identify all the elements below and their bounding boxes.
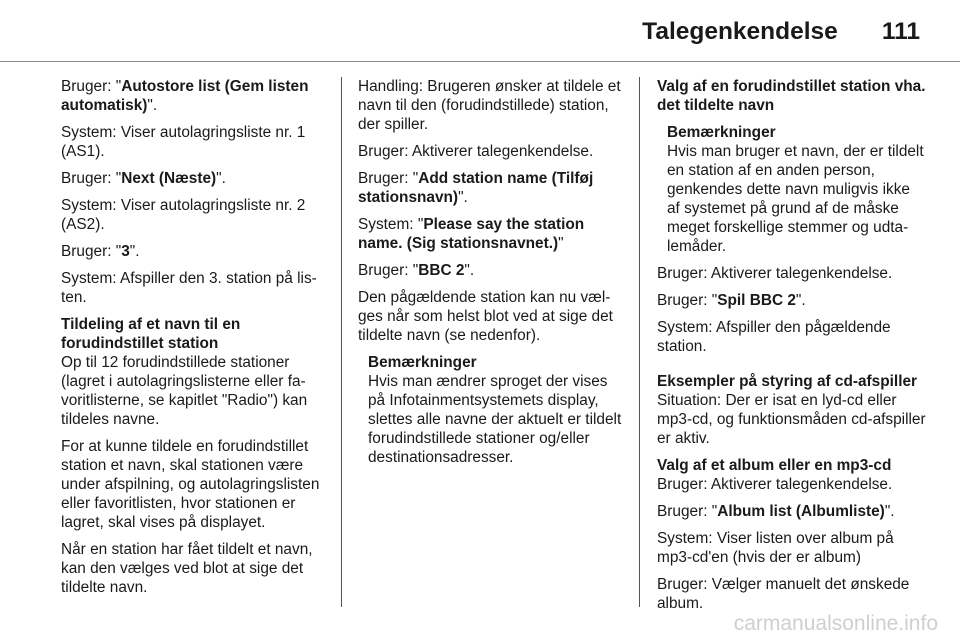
- watermark: carmanualsonline.info: [733, 612, 938, 635]
- note-title: Bemærkninger: [368, 354, 477, 371]
- header-rule: [0, 61, 960, 62]
- note-text: Hvis man bruger et navn, der er tildelt en station af en anden person, genkendes dette navn muligvis ikke af systemet på grund af de måske meget forskellige stemmer og udtalemåder.: [667, 143, 924, 255]
- column-divider-1: [341, 77, 342, 607]
- paragraph: Handling: Brugeren ønsker at tildele et navn til den (forudindstillede) station, der spiller.: [358, 78, 621, 133]
- paragraph: For at kunne tildele en forudindstillet station et navn, skal stationen være under afspilning, og autolagringslisten eller favoritlisten, hvor stationen er lagret, skal vises på displayet.: [61, 438, 320, 531]
- dialog-line: Bruger: Aktiverer talegenkendelse.: [657, 476, 893, 493]
- dialog-line: Bruger: "Next (Næste)".: [61, 170, 226, 187]
- note-box: [667, 123, 927, 256]
- note-box: [368, 353, 623, 467]
- page-number: 111: [881, 18, 920, 45]
- note-text: Hvis man ændrer sproget der vises på Infotainmentsystemets display, slettes alle navne der aktuelt er tildelt forudindstillede stationer og/eller destinationsadresser.: [368, 373, 622, 466]
- section-heading: Tildeling af et navn til en forudindstillet station: [61, 316, 241, 352]
- dialog-line: Bruger: "Add station name (Tilføj stationsnavn)".: [358, 170, 594, 206]
- page-header: [220, 18, 920, 46]
- dialog-line: Bruger: Aktiverer talegenkendelse.: [657, 265, 893, 282]
- dialog-line: Bruger: Vælger manuelt det ønskede album.: [657, 576, 910, 612]
- section-heading: Valg af et album eller en mp3-cd: [657, 457, 892, 474]
- dialog-line: Bruger: "Spil BBC 2".: [657, 292, 806, 309]
- dialog-line: Bruger: Aktiverer talegenkendelse.: [358, 143, 594, 160]
- column-divider-2: [639, 77, 640, 607]
- column-2: [358, 77, 623, 475]
- column-3: [657, 77, 927, 621]
- dialog-line: Bruger: "Autostore list (Gem listen automatisk)".: [61, 78, 309, 114]
- dialog-line: System: Afspiller den 3. station på listen.: [61, 270, 317, 306]
- dialog-line: System: Viser listen over album på mp3-cd'en (hvis der er album): [657, 530, 894, 566]
- note-title: Bemærkninger: [667, 124, 776, 141]
- paragraph: Op til 12 forudindstillede stationer (lagret i autolagringslisterne eller favoritlisterne, se kapitlet "Radio") kan tildeles navne.: [61, 354, 308, 428]
- dialog-line: Bruger: "Album list (Albumliste)".: [657, 503, 895, 520]
- paragraph: Situation: Der er isat en lyd-cd eller mp3-cd, og funktionsmåden cd-afspiller er aktiv.: [657, 392, 926, 447]
- section-heading: Valg af en forudindstillet station vha. det tildelte navn: [657, 78, 926, 114]
- column-1: [61, 77, 331, 605]
- paragraph: Når en station har fået tildelt et navn, kan den vælges ved blot at sige det tildelte navn.: [61, 541, 313, 596]
- dialog-line: Bruger: "BBC 2".: [358, 262, 475, 279]
- dialog-line: System: "Please say the station name. (Sig stationsnavnet.)": [358, 216, 585, 252]
- dialog-line: System: Afspiller den pågældende station.: [657, 319, 891, 355]
- paragraph: Den pågældende station kan nu vælges når som helst blot ved at sige det tildelte navn (se nedenfor).: [358, 289, 613, 344]
- page-title: Talegenkendelse: [642, 18, 838, 45]
- section-heading: Eksempler på styring af cd-afspiller: [657, 373, 918, 390]
- dialog-line: System: Viser autolagringsliste nr. 1 (AS1).: [61, 124, 306, 160]
- dialog-line: System: Viser autolagringsliste nr. 2 (AS2).: [61, 197, 306, 233]
- dialog-line: Bruger: "3".: [61, 243, 140, 260]
